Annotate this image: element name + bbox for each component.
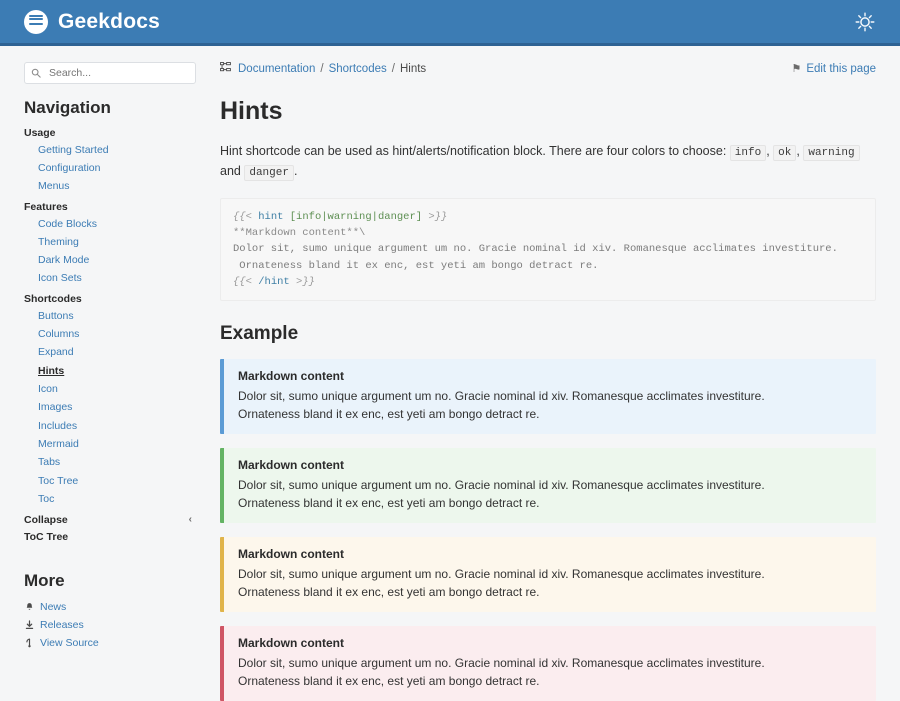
code-line-4: Ornateness bland it ex enc, est yeti am bongo detract re.: [233, 259, 599, 272]
sidebar-item-icon-sets[interactable]: Icon Sets: [38, 272, 82, 285]
collapse-label: Collapse: [24, 513, 68, 526]
main-content: [210, 46, 900, 689]
hint-warning: [220, 537, 876, 612]
code-token-open-2: {{<: [233, 275, 252, 288]
sitemap-icon: [220, 62, 231, 75]
code-warning: warning: [803, 145, 859, 161]
sidebar-item-getting-started[interactable]: Getting Started: [38, 143, 109, 156]
sidebar-item-images[interactable]: Images: [38, 401, 73, 414]
code-danger: danger: [244, 165, 294, 181]
code-token-close: >}}: [428, 210, 448, 223]
git-icon: [24, 637, 34, 648]
code-line-3: Dolor sit, sumo unique argument um no. Gracie nominal id xiv. Romanesque acclimates investiture.: [233, 243, 838, 256]
sidebar-item-news[interactable]: [24, 599, 196, 617]
sidebar-item-toc-tree-section[interactable]: ToC Tree: [24, 530, 69, 543]
page-title: Hints: [220, 97, 283, 125]
code-info: info: [730, 145, 766, 161]
hint-body: Dolor sit, sumo unique argument um no. Gracie nominal id xiv. Romanesque acclimates investiture. Ornateness bland it ex enc, est yeti am bongo detract re.: [238, 478, 765, 511]
sidebar-item-toc-tree[interactable]: Toc Tree: [38, 474, 79, 487]
sidebar-item-includes[interactable]: Includes: [38, 419, 78, 432]
breadcrumb-item-shortcodes[interactable]: Shortcodes: [328, 62, 387, 75]
brand-title: Geekdocs: [58, 9, 160, 33]
breadcrumb-separator: /: [391, 62, 395, 75]
sidebar-item-columns[interactable]: Columns: [38, 328, 80, 341]
search-input[interactable]: [47, 66, 189, 80]
code-token-keyword: hint: [258, 210, 284, 223]
edit-this-page-link[interactable]: [791, 62, 876, 75]
brand[interactable]: [24, 10, 160, 34]
breadcrumb: [220, 62, 426, 75]
header-actions: [854, 11, 876, 33]
code-token-keyword-close: /hint: [258, 275, 290, 288]
code-ok: ok: [773, 145, 796, 161]
sidebar-item-view-source[interactable]: [24, 634, 196, 652]
shortcode-example-code: [220, 198, 876, 301]
hamburger-circle-icon: [24, 10, 48, 34]
sidebar-item-buttons[interactable]: Buttons: [38, 309, 74, 322]
period: .: [293, 163, 298, 178]
sidebar-collapse-toggle[interactable]: [24, 514, 196, 526]
hint-title: Markdown content: [238, 458, 345, 473]
sidebar-item-label: View Source: [40, 636, 99, 649]
hint-body: Dolor sit, sumo unique argument um no. Gracie nominal id xiv. Romanesque acclimates investiture. Ornateness bland it ex enc, est yeti am bongo detract re.: [238, 567, 765, 600]
edit-this-page-label: Edit this page: [806, 62, 876, 75]
comma: ,: [766, 144, 770, 158]
sidebar-item-label: Releases: [40, 619, 84, 632]
flag-icon: ⚑: [791, 63, 802, 75]
sidebar-item-tabs[interactable]: Tabs: [38, 456, 61, 469]
content-topbar: [220, 62, 876, 85]
sidebar-item-menus[interactable]: Menus: [38, 180, 70, 193]
hint-ok: [220, 448, 876, 523]
breadcrumb-separator: /: [320, 62, 324, 75]
code-line-2: **Markdown content**\: [233, 227, 366, 240]
page-intro: [220, 142, 876, 182]
hint-info: [220, 359, 876, 434]
sidebar-item-label: News: [40, 601, 67, 614]
nav-group-shortcodes: Shortcodes: [24, 293, 82, 306]
code-token-close-2: >}}: [296, 275, 315, 288]
code-token-attr: [info|warning|danger]: [289, 210, 423, 223]
sidebar-item-expand[interactable]: Expand: [38, 346, 74, 359]
sidebar-item-releases[interactable]: [24, 616, 196, 634]
search-box[interactable]: [24, 62, 196, 84]
breadcrumb-item-documentation[interactable]: Documentation: [238, 62, 316, 75]
nav-group-usage: Usage: [24, 127, 56, 139]
hint-body: Dolor sit, sumo unique argument um no. Gracie nominal id xiv. Romanesque acclimates investiture. Ornateness bland it ex enc, est yeti am bongo detract re.: [238, 656, 765, 689]
sidebar-item-icon[interactable]: Icon: [38, 383, 58, 396]
sidebar-item-toc[interactable]: Toc: [38, 492, 55, 505]
hint-title: Markdown content: [238, 636, 345, 651]
bell-icon: [24, 602, 34, 613]
more-heading: More: [24, 570, 65, 590]
sidebar-item-theming[interactable]: Theming: [38, 235, 79, 248]
nav-group-features: Features: [24, 200, 68, 213]
sidebar-item-mermaid[interactable]: Mermaid: [38, 437, 79, 450]
sidebar-item-hints[interactable]: Hints: [38, 364, 65, 377]
code-token-open: {{<: [233, 210, 252, 223]
section-title-example: Example: [220, 323, 299, 345]
conjunction: and: [220, 163, 241, 178]
hint-danger: [220, 626, 876, 701]
page-layout: [0, 46, 900, 689]
search-icon: [31, 66, 41, 81]
page-intro-text: Hint shortcode can be used as hint/alerts/notification block. There are four colors to choose:: [220, 144, 727, 158]
hint-title: Markdown content: [238, 547, 345, 562]
hint-body: Dolor sit, sumo unique argument um no. Gracie nominal id xiv. Romanesque acclimates investiture. Ornateness bland it ex enc, est yeti am bongo detract re.: [238, 389, 765, 422]
app-header: [0, 0, 900, 46]
hint-title: Markdown content: [238, 369, 345, 384]
sidebar-item-code-blocks[interactable]: Code Blocks: [38, 217, 97, 230]
brightness-icon[interactable]: [854, 11, 876, 33]
breadcrumb-item-hints: Hints: [399, 62, 427, 75]
sidebar-item-dark-mode[interactable]: Dark Mode: [38, 254, 90, 267]
sidebar-item-configuration[interactable]: Configuration: [38, 161, 101, 174]
sidebar: [0, 46, 210, 649]
chevron-left-icon: ‹: [188, 514, 192, 526]
comma: ,: [796, 144, 800, 158]
navigation-heading: Navigation: [24, 98, 111, 117]
download-icon: [24, 620, 34, 631]
